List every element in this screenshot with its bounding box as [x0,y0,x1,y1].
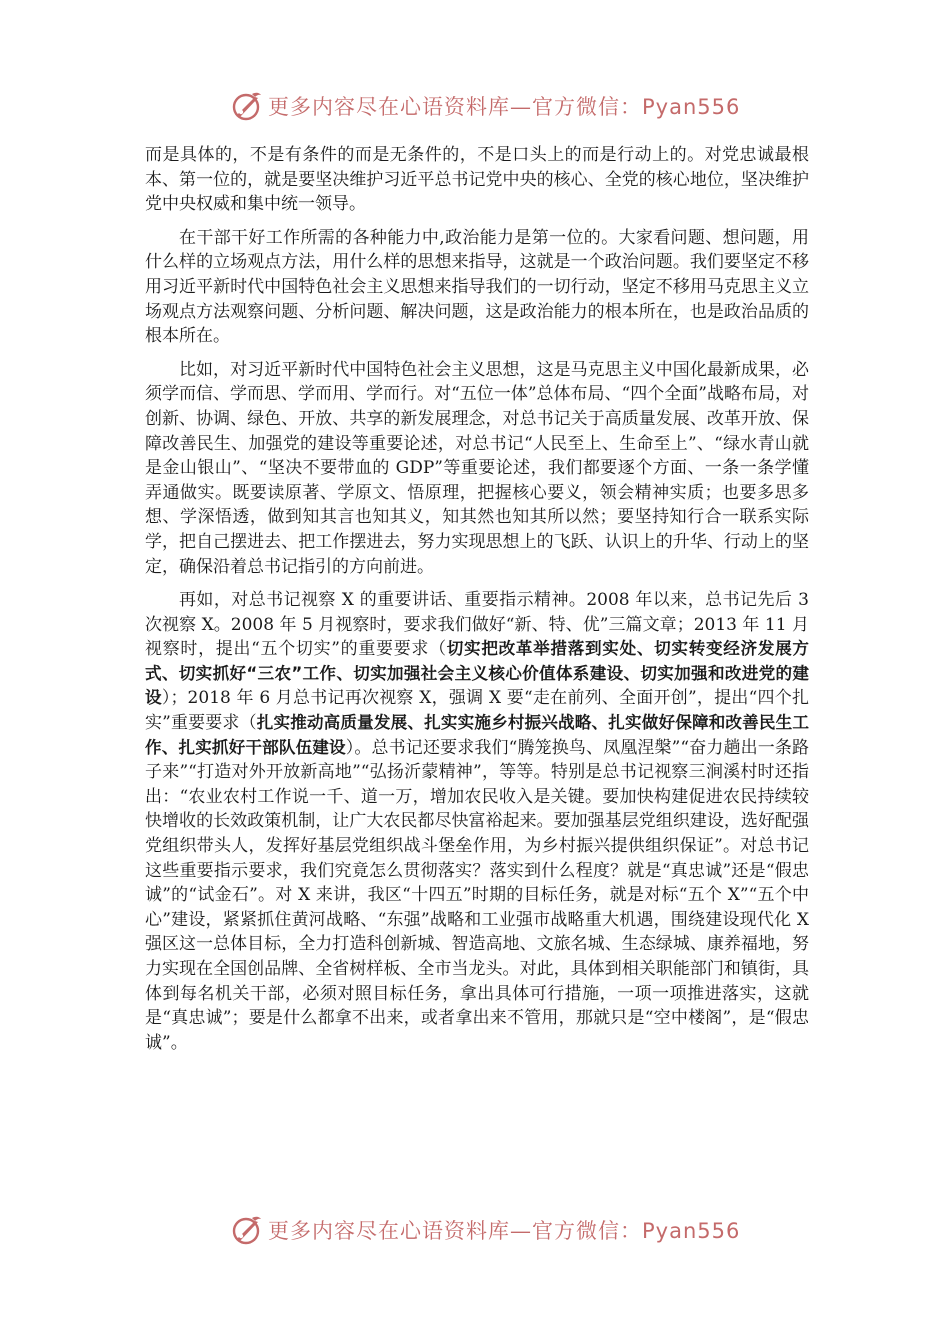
header-wechat-id: Pyan556 [642,95,741,119]
footer-banner [0,1210,950,1250]
header-text [268,91,740,121]
footer-wechat-label: 官方微信： [532,1219,642,1243]
paragraph-2: 在干部干好工作所需的各种能力中,政治能力是第一位的。大家看问题、想问题，用什么样的立场观点方法，用什么样的思想来指导，这就是一个政治问题。我们要坚定不移用习近平新时代中国特色社会主义思想来指导我们的一切行动，坚定不移用马克思主义立场观点方法观察问题、分析问题、解决问题，这是政治能力的根本所在，也是政治品质的根本所在。 [145,227,809,347]
paragraph-4-part-c: ）；2018 年 6 月总书记再次视察 X，强调 X 要“走在前列、全面开创”，提出“四个扎实”重要要求（ [145,688,809,734]
pen-circle-icon [228,88,264,124]
footer-dash: — [510,1219,532,1243]
paragraph-3: 比如，对习近平新时代中国特色社会主义思想，这是马克思主义中国化最新成果，必须学而信、学而思、学而用、学而行。对“五位一体”总体布局、“四个全面”战略布局，对创新、协调、绿色、开放、共享的新发展理念，对总书记关于高质量发展、改革开放、保障改善民生、加强党的建设等重要论述，对总书记“人民至上、生命至上”、“绿水青山就是金山银山”、“坚决不要带血的 GDP”等重要论述，我们都要逐个方面、一条一条学懂弄通做实。既要读原著、学原文、悟原理，把握核心要义，领会精神实质；也要多思多想、学深悟透，做到知其言也知其义，知其然也知其所以然；要坚持知行合一联系实际学，把自己摆进去、把工作摆进去，努力实现思想上的飞跃、认识上的升华、行动上的坚定，确保沿着总书记指引的方向前进。 [145,359,809,577]
header-wechat-label: 官方微信： [532,95,642,119]
paragraph-4 [145,588,809,1055]
footer-site: 更多内容尽在心语资料库 [268,1219,510,1243]
header-site: 更多内容尽在心语资料库 [268,95,510,119]
header-banner-inner [228,86,740,126]
paragraph-4-part-a: 再如，对总书记视察 X 的重要讲话、重要指示精神。2008 年以来，总书记先后 3 次视察 X。2008 年 5 月视察时，要求我们做好“新、特、优”三篇文章；2013 年 11 月视察时，提出“五个切实”的重要要求（ [145,590,809,660]
footer-wechat-id: Pyan556 [642,1219,741,1243]
header-banner [0,86,950,126]
five-requirements-bold: 切实把改革举措落到实处、切实转变经济发展方式、切实抓好“三农”工作、切实加强社会主义核心价值体系建设、切实加强和改进党的建设 [145,639,809,708]
footer-text [268,1215,740,1245]
document-body [145,143,809,1064]
pen-circle-icon [228,1212,264,1248]
header-dash: — [510,95,532,119]
paragraph-4-part-e: ）。总书记还要求我们“腾笼换鸟、凤凰涅槃”“奋力趟出一条路子来”“打造对外开放新高地”“弘扬沂蒙精神”，等等。特别是总书记视察三涧溪村时还指出：“农业农村工作说一千、道一万，增加农民收入是关键。要加快构建促进农民持续较快增收的长效政策机制，让广大农民都尽快富裕起来。要加强基层党组织建设，选好配强党组织带头人，发挥好基层党组织战斗堡垒作用，为乡村振兴提供组织保证”。对总书记这些重要指示要求，我们究竟怎么贯彻落实？落实到什么程度？就是“真忠诚”还是“假忠诚”的“试金石”。对 X 来讲，我区“十四五”时期的目标任务，就是对标“五个 X”“五个中心”建设，紧紧抓住黄河战略、“东强”战略和工业强市战略重大机遇，围绕建设现代化 X 强区这一总体目标，全力打造科创新城、智造高地、文旅名城、生态绿城、康养福地，努力实现在全国创品牌、全省树样板、全市当龙头。对此，具体到相关职能部门和镇街，具体到每名机关干部，必须对照目标任务，拿出具体可行措施，一项一项推进落实，这就是“真忠诚”；要是什么都拿不出来，或者拿出来不管用，那就只是“空中楼阁”，是“假忠诚”。 [145,737,810,1053]
four-requirements-bold: 扎实推动高质量发展、扎实实施乡村振兴战略、扎实做好保障和改善民生工作、扎实抓好干部队伍建设 [145,713,809,757]
footer-banner-inner [228,1210,740,1250]
paragraph-1: 而是具体的，不是有条件的而是无条件的，不是口头上的而是行动上的。对党忠诚最根本、第一位的，就是要坚决维护习近平总书记党中央的核心、全党的核心地位，坚决维护党中央权威和集中统一领导。 [145,145,809,215]
